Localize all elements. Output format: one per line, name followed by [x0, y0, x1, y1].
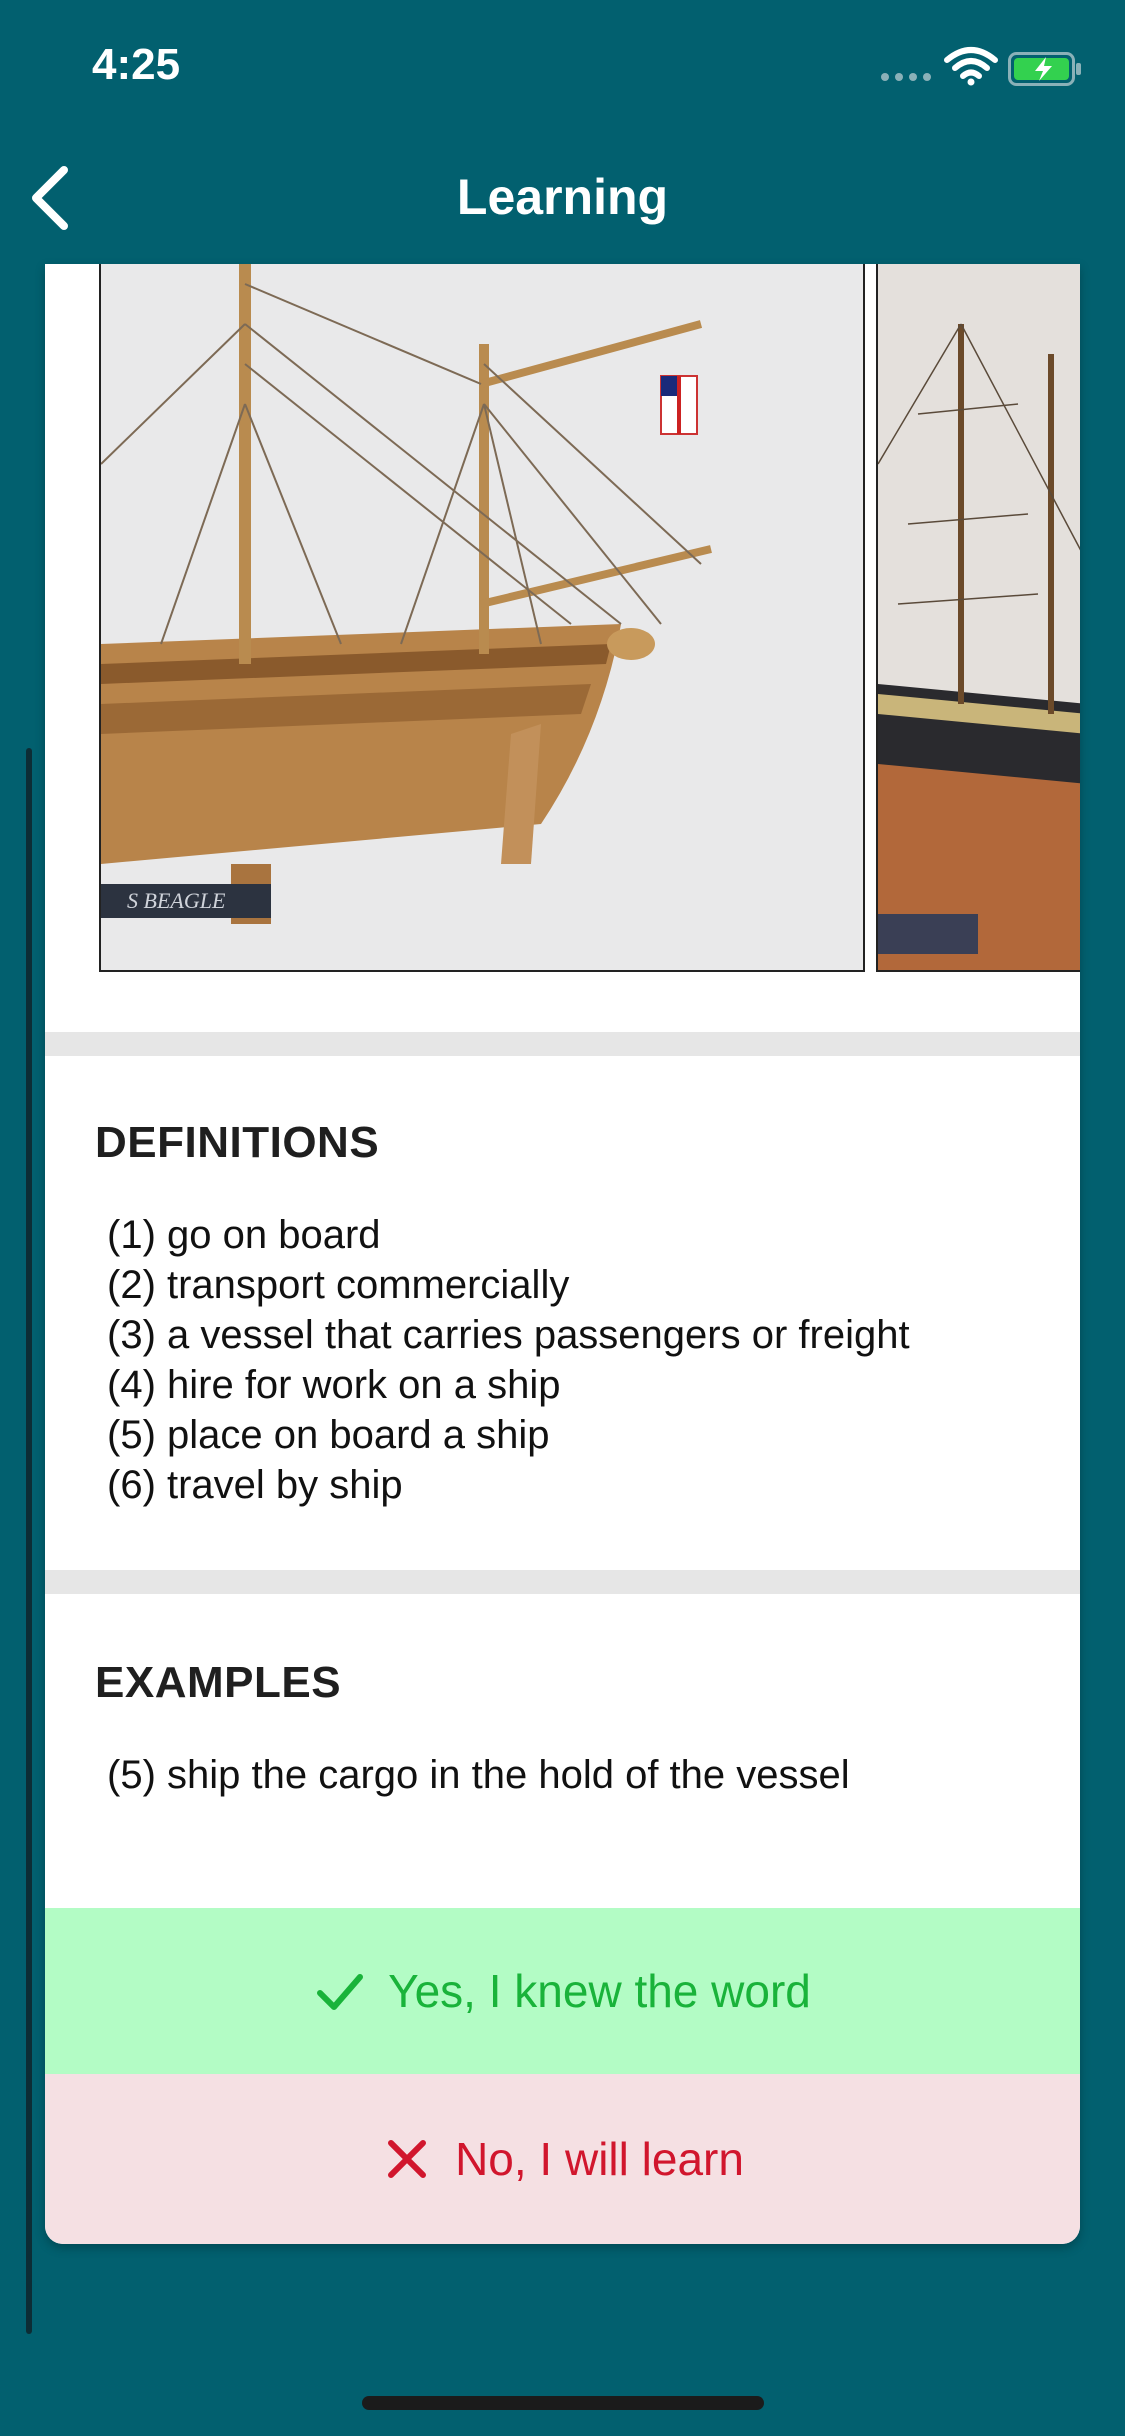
examples-heading: EXAMPLES	[95, 1658, 342, 1707]
definition-item: (4) hire for work on a ship	[107, 1363, 561, 1407]
yes-knew-word-button[interactable]	[45, 1908, 1080, 2074]
word-card	[45, 264, 1080, 2244]
signal-icon	[880, 70, 936, 84]
no-button-label: No, I will learn	[455, 2133, 744, 2185]
image-carousel[interactable]	[45, 264, 1080, 1034]
battery-charging-icon	[1008, 52, 1084, 86]
page-title: Learning	[456, 169, 669, 225]
example-item: (5) ship the cargo in the hold of the vessel	[107, 1753, 850, 1797]
checkmark-icon	[314, 1965, 366, 2017]
definition-item: (3) a vessel that carries passengers or freight	[107, 1313, 910, 1357]
definitions-heading: DEFINITIONS	[95, 1118, 380, 1167]
yes-button-label: Yes, I knew the word	[388, 1965, 811, 2017]
ship-photo-1[interactable]	[99, 264, 865, 972]
ship-photo-2[interactable]	[876, 264, 1080, 972]
examples-list	[107, 1750, 850, 1800]
section-divider	[45, 1570, 1080, 1594]
scroll-indicator[interactable]	[26, 748, 32, 2334]
wifi-icon	[944, 46, 998, 86]
close-icon	[381, 2133, 433, 2185]
definition-item: (1) go on board	[107, 1213, 381, 1257]
definitions-list	[107, 1210, 910, 1510]
no-will-learn-button[interactable]	[45, 2074, 1080, 2244]
status-time: 4:25	[92, 40, 181, 89]
definition-item: (2) transport commercially	[107, 1263, 570, 1307]
nameplate-text: S BEAGLE	[127, 888, 226, 913]
section-divider	[45, 1032, 1080, 1056]
definition-item: (5) place on board a ship	[107, 1413, 550, 1457]
definition-item: (6) travel by ship	[107, 1463, 403, 1507]
home-indicator[interactable]	[362, 2396, 764, 2410]
